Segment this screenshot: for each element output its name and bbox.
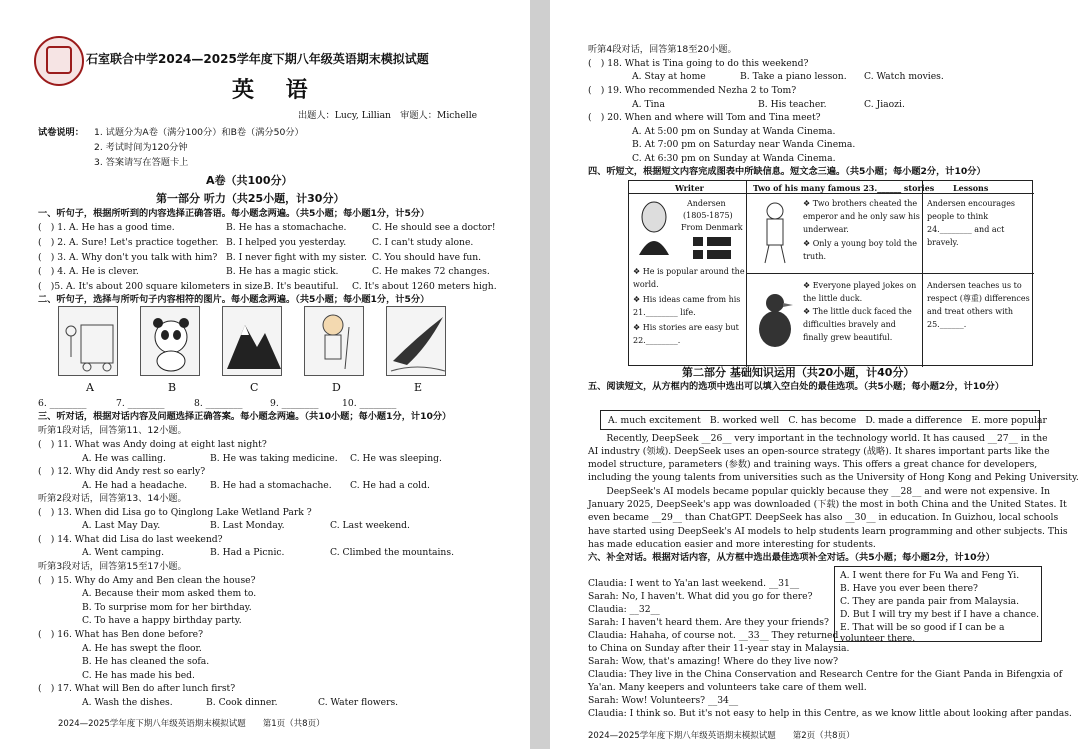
page-gutter — [530, 0, 550, 749]
instruction-3: 3. 答案请写在答题卡上 — [94, 157, 189, 168]
writer-note-1: ❖ He is popular around the world. — [633, 267, 745, 289]
q16-c: C. He has made his bed. — [82, 670, 195, 681]
q3-c: C. You should have fun. — [372, 252, 482, 263]
table-header-writer: Writer — [675, 183, 704, 193]
dialog-line-3: Claudia: __32__ — [588, 604, 660, 615]
q17: ( ) 17. What will Ben do after lunch first? — [38, 683, 236, 694]
passage-line-4: including the young talents from universities such as the University of Hong Kong and Peking University. — [588, 472, 1079, 483]
q18-c: C. Watch movies. — [864, 71, 944, 82]
q12-a: A. He had a headache. — [82, 480, 188, 491]
q2: ( ) 2. A. Sure! Let's practice together. — [38, 237, 219, 248]
q12-c: C. He had a cold. — [350, 480, 430, 491]
subject-title: 英 语 — [232, 78, 320, 103]
picture-a-bus-stop — [58, 306, 118, 376]
story1-note-1: ❖ Two brothers cheated the emperor and he only saw his underwear. — [803, 199, 920, 234]
lesson-2: Andersen teaches us to respect (尊重) differences and treat others with 25.______. — [927, 281, 1030, 329]
section3-heading: 三、听对话，根据对话内容及问题选择正确答案。每小题念两遍。（共10小题；每小题1分，计10分） — [38, 411, 452, 422]
writer-from: From Denmark — [681, 223, 743, 232]
q13-b: B. Last Monday. — [210, 520, 285, 531]
blank-8: 8. ________ — [194, 398, 243, 409]
writer-note-3: ❖ His stories are easy but 22.________. — [633, 323, 739, 345]
q12: ( ) 12. Why did Andy rest so early? — [38, 466, 206, 477]
q12-b: B. He had a stomachache. — [210, 480, 332, 491]
q15-c: C. To have a happy birthday party. — [82, 615, 242, 626]
passage-line-3: model structure, parameters (参数) and training ways. This offers a great chance for developers, — [588, 459, 1038, 470]
dialog3-heading: 听第3段对话，回答第15至17小题。 — [38, 561, 187, 572]
authors: 出题人：Lucy, Lillian 审题人：Michelle — [298, 110, 478, 121]
part2-title: 第二部分 基础知识运用（共20小题，计40分） — [682, 366, 915, 379]
q17-a: A. Wash the dishes. — [82, 697, 173, 708]
dialog-line-8: Claudia: They live in the China Conservation and Research Centre for the Giant Panda in Bifengxia of — [588, 669, 1063, 680]
dialog-option-c: C. They are panda pair from Malaysia. — [840, 596, 1020, 607]
dialog1-heading: 听第1段对话，回答第11、12小题。 — [38, 425, 187, 436]
q18: ( ) 18. What is Tina going to do this weekend? — [588, 58, 809, 69]
section5-heading: 五、阅读短文，从方框内的选项中选出可以填入空白处的最佳选项。（共5小题；每小题2分，计10分） — [588, 381, 1005, 392]
instruction-1: 1. 试题分为A卷（满分100分）和B卷（满分50分） — [94, 127, 304, 138]
lesson-1: Andersen encourages people to think 24.________ and act bravely. — [927, 199, 1016, 247]
q13-c: C. Last weekend. — [330, 520, 410, 531]
q2-b: B. I helped you yesterday. — [226, 237, 347, 248]
picture-d-girl-sweeping — [304, 306, 364, 376]
dialog-line-2: Sarah: No, I haven't. What did you go for there? — [588, 591, 813, 602]
instructions-label: 试卷说明： — [38, 127, 84, 138]
page1-footer: 2024—2025学年度下期八年级英语期末模拟试题 第1页（共8页） — [58, 719, 325, 729]
table-header-stories: Two of his many famous 23.______ stories — [753, 183, 935, 193]
q16: ( ) 16. What has Ben done before? — [38, 629, 204, 640]
q18-a: A. Stay at home — [632, 71, 706, 82]
q17-c: C. Water flowers. — [318, 697, 399, 708]
q11: ( ) 11. What was Andy doing at eight last night? — [38, 439, 267, 450]
dialog-line-5: Claudia: Hahaha, of course not. __33__ They returned — [588, 630, 839, 641]
picture-label-a: A — [86, 381, 94, 394]
exam-page-2 — [550, 0, 1080, 749]
q11-b: B. He was taking medicine. — [210, 453, 338, 464]
q1-b: B. He has a stomachache. — [226, 222, 347, 233]
andersen-portrait — [633, 197, 675, 255]
section2-heading: 二、听句子，选择与所听句子内容相符的图片。每小题念两遍。（共5小题；每小题1分，计5分） — [38, 294, 430, 305]
writer-name: Andersen — [687, 199, 726, 208]
denmark-flag-icon — [693, 237, 731, 259]
blank-6: 6. ________ — [38, 398, 87, 409]
writer-years: (1805-1875) — [683, 211, 733, 220]
q20-a: A. At 5:00 pm on Sunday at Wanda Cinema. — [632, 126, 836, 137]
blank-9: 9. ________ — [270, 398, 319, 409]
q14: ( ) 14. What did Lisa do last weekend? — [38, 534, 223, 545]
exam-page-1 — [0, 0, 530, 749]
dialog2-heading: 听第2段对话，回答第13、14小题。 — [38, 493, 187, 504]
table-header-lessons: Lessons — [953, 183, 989, 193]
q19: ( ) 19. Who recommended Nezha 2 to Tom? — [588, 85, 797, 96]
school-title: 石室联合中学2024—2025学年度下期八年级英语期末模拟试题 — [86, 52, 429, 66]
q14-b: B. Had a Picnic. — [210, 547, 285, 558]
q14-a: A. Went camping. — [82, 547, 165, 558]
passage-line-8: have started using DeepSeek's AI models to help students learn programming and other subjects. This — [588, 526, 1068, 537]
q3: ( ) 3. A. Why don't you talk with him? — [38, 252, 218, 263]
q20: ( ) 20. When and where will Tom and Tina meet? — [588, 112, 821, 123]
story2-note-1: ❖ Everyone played jokes on the little duck. — [803, 281, 917, 303]
q4-c: C. He makes 72 changes. — [372, 266, 490, 277]
picture-label-b: B — [168, 381, 177, 394]
options-text: A. much excitement B. worked well C. has become D. made a difference E. more popular — [608, 415, 1047, 426]
picture-label-d: D — [332, 381, 341, 394]
story2-note-2: ❖ The little duck faced the difficulties bravely and finally grew beautiful. — [803, 307, 912, 342]
q15-b: B. To surprise mom for her birthday. — [82, 602, 252, 613]
q19-c: C. Jiaozi. — [864, 99, 905, 110]
q11-c: C. He was sleeping. — [350, 453, 442, 464]
passage-line-9: has made education easier and more interesting for students. — [588, 539, 876, 550]
passage-line-5: DeepSeek's AI models became popular quickly because they __28__ and were not expensive. In — [588, 486, 1051, 497]
q13: ( ) 13. When did Lisa go to Qinglong Lake Wetland Park ? — [38, 507, 312, 518]
instruction-2: 2. 考试时间为120分钟 — [94, 142, 188, 153]
q16-a: A. He has swept the floor. — [82, 643, 202, 654]
dialog-line-7: Sarah: Wow, that's amazing! Where do they live now? — [588, 656, 839, 667]
q1-c: C. He should see a doctor! — [372, 222, 496, 233]
q4: ( ) 4. A. He is clever. — [38, 266, 139, 277]
section6-heading: 六、补全对话。根据对话内容，从方框中选出最佳选项补全对话。（共5小题；每小题2分，计10分） — [588, 552, 995, 563]
picture-label-c: C — [250, 381, 259, 394]
dialog-line-6: to China on Sunday after their 11-year stay in Malaysia. — [588, 643, 850, 654]
q15-a: A. Because their mom asked them to. — [82, 588, 257, 599]
q17-b: B. Cook dinner. — [206, 697, 278, 708]
section1-heading: 一、听句子，根据所听到的内容选择正确答语。每小题念两遍。（共5小题；每小题1分，计5分） — [38, 208, 430, 219]
dialog-option-a: A. I went there for Fu Wa and Feng Yi. — [840, 570, 1020, 581]
picture-label-e: E — [414, 381, 423, 394]
paper-a-title: A卷（共100分） — [206, 174, 293, 187]
q5-b: B. It's beautiful. — [264, 281, 339, 292]
blank-7: 7. ________ — [116, 398, 165, 409]
q3-b: B. I never fight with my sister. — [226, 252, 367, 263]
writer-note-2: ❖ His ideas came from his 21.________ life. — [633, 295, 741, 317]
passage-line-1: Recently, DeepSeek __26__ very important in the technology world. It has caused __27__ in the — [588, 433, 1048, 444]
dialog-option-d: D. But I will try my best if I have a chance. — [840, 609, 1040, 620]
story1-note-2: ❖ Only a young boy told the truth. — [803, 239, 918, 261]
q19-a: A. Tina — [632, 99, 665, 110]
q15: ( ) 15. Why do Amy and Ben clean the house? — [38, 575, 256, 586]
picture-c-mountains — [222, 306, 282, 376]
dialog-option-b: B. Have you ever been there? — [840, 583, 978, 594]
q20-c: C. At 6:30 pm on Sunday at Wanda Cinema. — [632, 153, 836, 164]
picture-e-swordfish — [386, 306, 446, 376]
q5: ( )5. A. It's about 200 square kilometers in size. — [38, 281, 266, 292]
passage-line-2: AI industry (领域). DeepSeek uses an open-source strategy (战略). It shares important parts like the — [588, 446, 1050, 457]
andersen-table — [628, 180, 1033, 366]
passage-line-7: even became __29__ than ChatGPT. DeepSeek has also __30__ in education. In Guizhou, local schools — [588, 512, 1059, 523]
emperor-illustration — [751, 197, 799, 267]
q2-c: C. I can't study alone. — [372, 237, 474, 248]
part1-title: 第一部分 听力（共25小题，计30分） — [156, 192, 345, 205]
blank-10: 10. ________ — [342, 398, 397, 409]
dialog-line-9: Ya'an. Many keepers and volunteers take care of them well. — [588, 682, 867, 693]
q19-b: B. His teacher. — [758, 99, 827, 110]
q18-b: B. Take a piano lesson. — [740, 71, 847, 82]
passage-line-6: January 2025, DeepSeek's app was downloaded (下载) the most in both China and the United States. It — [588, 499, 1067, 510]
dialog-option-e: E. That will be so good if I can be a volunteer there. — [840, 622, 1005, 644]
q5-c: C. It's about 1260 meters high. — [352, 281, 497, 292]
q4-b: B. He has a magic stick. — [226, 266, 339, 277]
duck-illustration — [751, 279, 799, 359]
dialog-line-10: Sarah: Wow! Volunteers? __34__ — [588, 695, 739, 706]
page2-footer: 2024—2025学年度下期八年级英语期末模拟试题 第2页（共8页） — [588, 731, 855, 741]
q20-b: B. At 7:00 pm on Saturday near Wanda Cinema. — [632, 139, 856, 150]
q11-a: A. He was calling. — [82, 453, 166, 464]
school-logo — [34, 36, 84, 86]
picture-b-panda — [140, 306, 200, 376]
dialog4-heading: 听第4段对话，回答第18至20小题。 — [588, 44, 737, 55]
section4-heading: 四、听短文，根据短文内容完成图表中所缺信息。短文念三遍。（共5小题；每小题2分，计10分） — [588, 166, 986, 177]
dialog-line-4: Sarah: I haven't heard them. Are they your friends? — [588, 617, 829, 628]
q16-b: B. He has cleaned the sofa. — [82, 656, 210, 667]
q13-a: A. Last May Day. — [82, 520, 161, 531]
q14-c: C. Climbed the mountains. — [330, 547, 454, 558]
q1: ( ) 1. A. He has a good time. — [38, 222, 175, 233]
dialog-line-11: Claudia: I think so. But it's not easy to help in this Centre, as we know little about looking after pandas. — [588, 708, 1072, 719]
dialog-line-1: Claudia: I went to Ya'an last weekend. __31__ — [588, 578, 800, 589]
